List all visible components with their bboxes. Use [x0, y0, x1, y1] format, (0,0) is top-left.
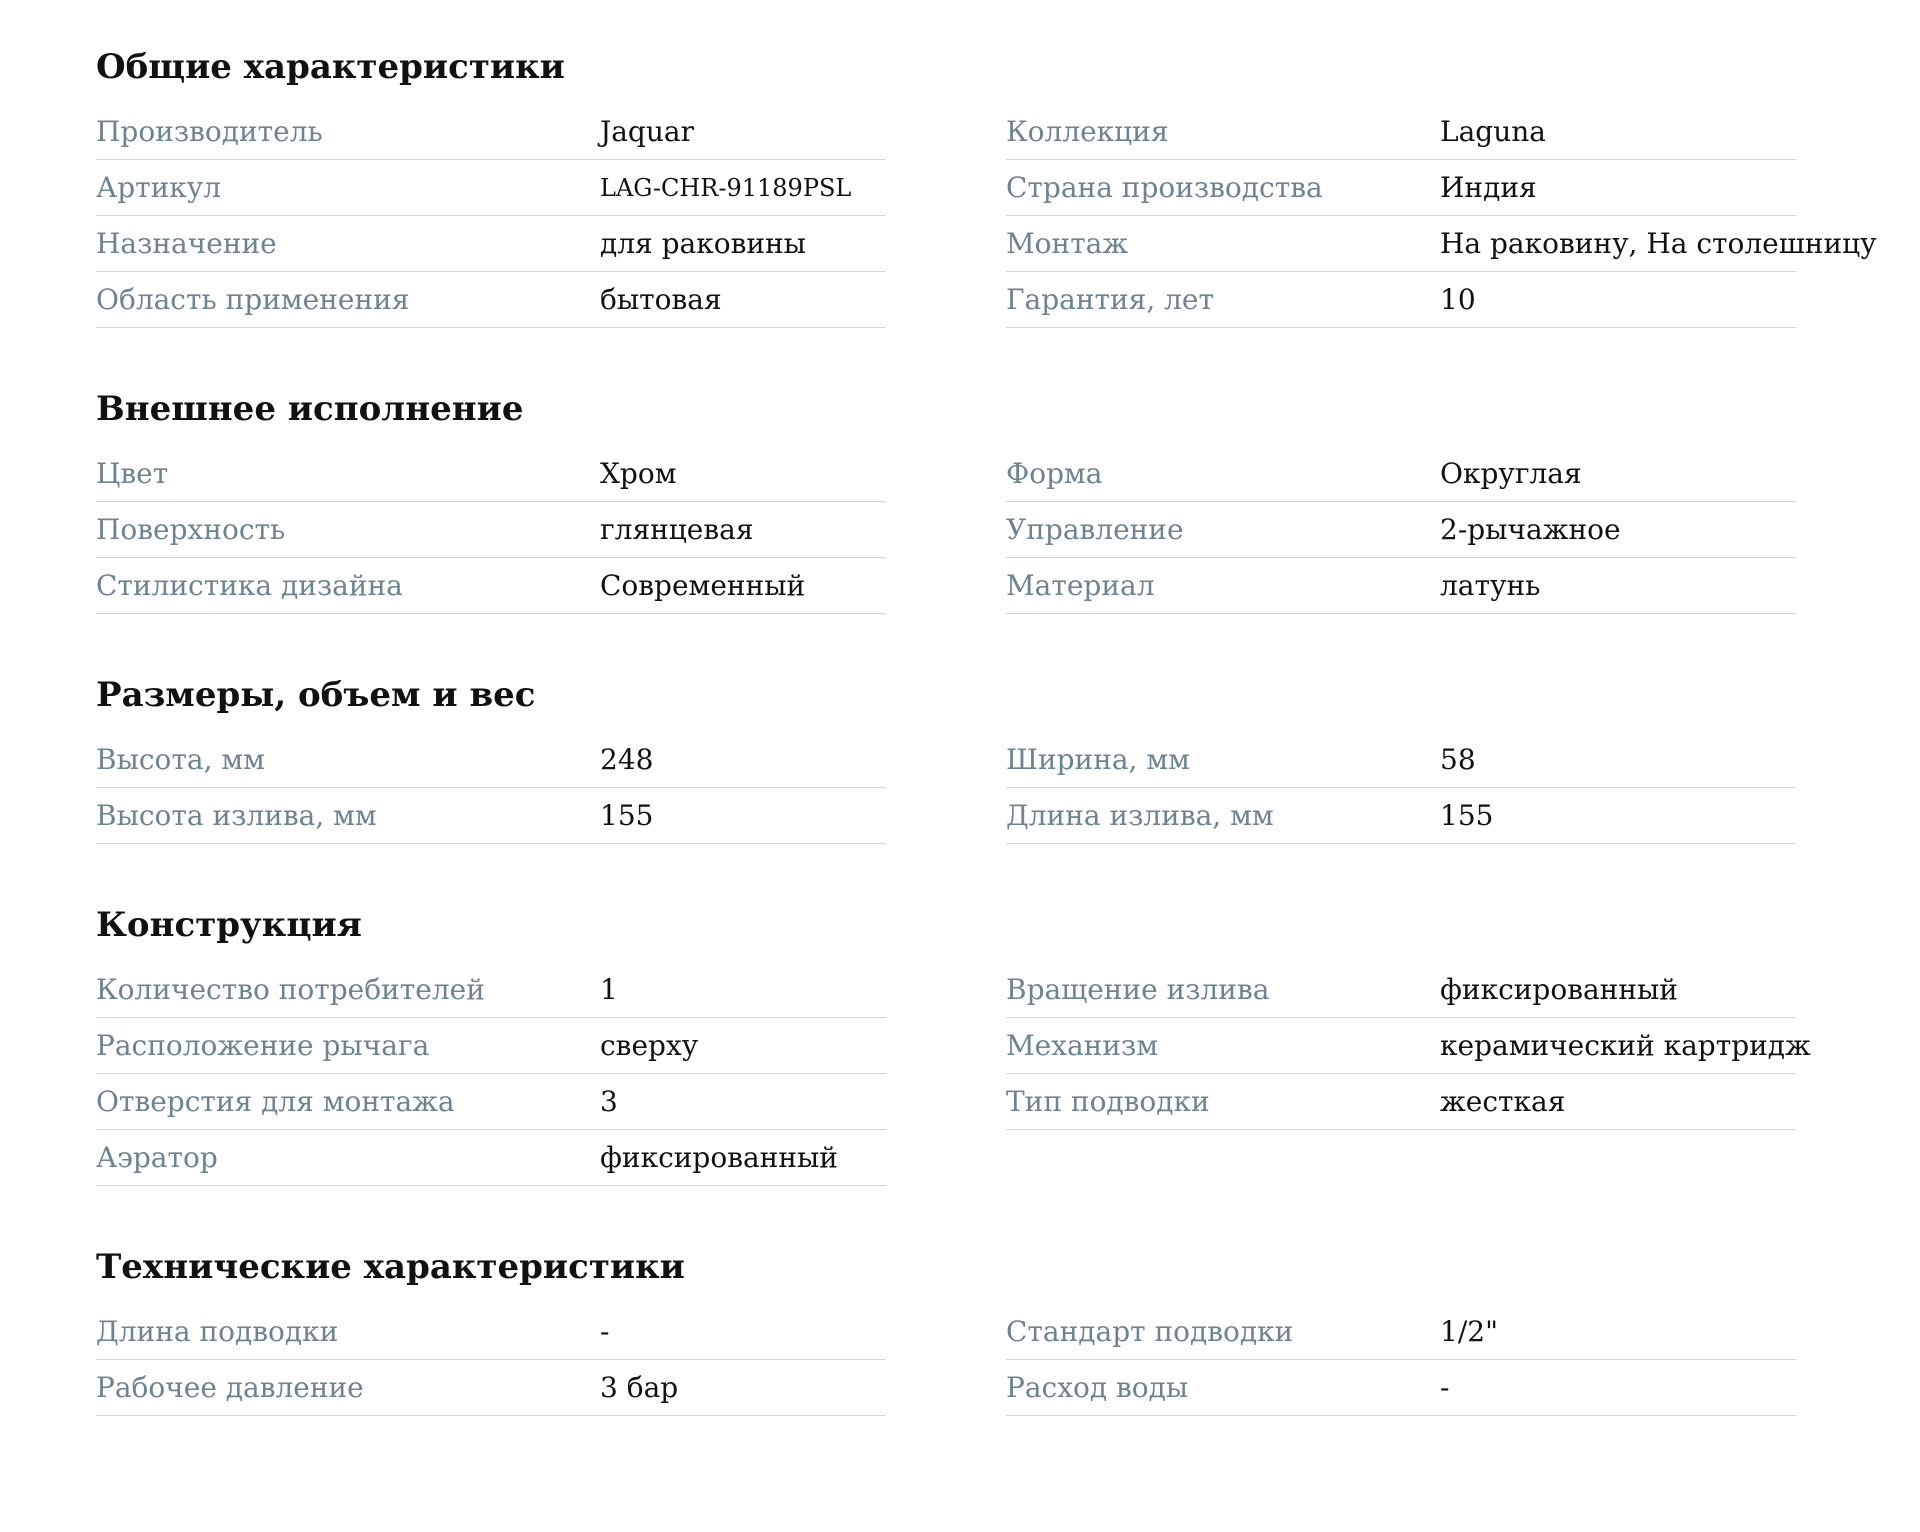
spec-value: 3 бар — [600, 1371, 679, 1404]
spec-row — [96, 216, 886, 272]
spec-label: Форма — [1006, 457, 1103, 490]
spec-label: Коллекция — [1006, 115, 1169, 148]
specifications-page — [96, 30, 1876, 1460]
section-title: Технические характеристики — [96, 1247, 685, 1287]
spec-row — [1006, 1304, 1796, 1360]
spec-value: - — [600, 1315, 610, 1348]
spec-label: Длина подводки — [96, 1315, 339, 1348]
spec-value: фиксированный — [1440, 973, 1678, 1006]
spec-value: 2-рычажное — [1440, 513, 1621, 546]
spec-value: 155 — [600, 799, 654, 832]
spec-row — [1006, 216, 1877, 272]
spec-value: 1 — [600, 973, 618, 1006]
spec-value: глянцевая — [600, 513, 754, 546]
spec-grid — [96, 732, 1876, 844]
spec-value: 3 — [600, 1085, 618, 1118]
spec-label: Страна производства — [1006, 171, 1323, 204]
spec-value: Индия — [1440, 171, 1537, 204]
spec-value: 58 — [1440, 743, 1476, 776]
spec-row — [1006, 788, 1796, 844]
spec-label: Отверстия для монтажа — [96, 1085, 455, 1118]
spec-label: Количество потребителей — [96, 973, 485, 1006]
spec-label: Вращение излива — [1006, 973, 1270, 1006]
spec-row — [96, 446, 886, 502]
spec-label: Расход воды — [1006, 1371, 1189, 1404]
spec-grid — [96, 962, 1876, 1186]
spec-label: Рабочее давление — [96, 1371, 364, 1404]
spec-row — [96, 272, 886, 328]
spec-row — [96, 104, 886, 160]
spec-row — [96, 732, 886, 788]
spec-row — [1006, 962, 1796, 1018]
spec-label: Расположение рычага — [96, 1029, 430, 1062]
spec-value: жесткая — [1440, 1085, 1566, 1118]
spec-section — [96, 888, 1876, 1186]
spec-section — [96, 658, 1876, 844]
spec-row — [96, 1074, 886, 1130]
spec-row — [1006, 1360, 1796, 1416]
spec-label: Цвет — [96, 457, 169, 490]
spec-label: Стандарт подводки — [1006, 1315, 1294, 1348]
spec-value: сверху — [600, 1029, 699, 1062]
spec-row — [1006, 1018, 1811, 1074]
spec-row — [1006, 446, 1796, 502]
section-title: Размеры, объем и вес — [96, 675, 536, 715]
spec-grid — [96, 104, 1876, 328]
spec-row — [1006, 104, 1796, 160]
spec-value: Хром — [600, 457, 677, 490]
spec-value: Округлая — [1440, 457, 1582, 490]
spec-section — [96, 30, 1876, 328]
spec-row — [96, 788, 886, 844]
spec-value: 155 — [1440, 799, 1494, 832]
spec-value: керамический картридж — [1440, 1029, 1811, 1062]
spec-value: LAG-CHR-91189PSL — [600, 173, 852, 202]
spec-label: Область применения — [96, 283, 410, 316]
spec-label: Аэратор — [96, 1141, 218, 1174]
spec-value: Современный — [600, 569, 806, 602]
spec-row — [1006, 502, 1796, 558]
spec-label: Управление — [1006, 513, 1184, 546]
spec-label: Ширина, мм — [1006, 743, 1190, 776]
spec-row — [96, 160, 886, 216]
spec-row — [1006, 160, 1796, 216]
spec-row — [96, 1304, 886, 1360]
spec-label: Гарантия, лет — [1006, 283, 1214, 316]
spec-label: Назначение — [96, 227, 277, 260]
spec-row — [96, 558, 886, 614]
spec-value: - — [1440, 1371, 1450, 1404]
spec-value: Jaquar — [600, 115, 694, 148]
spec-section — [96, 372, 1876, 614]
spec-label: Артикул — [96, 171, 222, 204]
spec-label: Длина излива, мм — [1006, 799, 1274, 832]
empty-spec-cell — [1006, 1130, 1796, 1186]
spec-row — [96, 1130, 886, 1186]
spec-section — [96, 1230, 1876, 1416]
section-title: Общие характеристики — [96, 47, 565, 87]
spec-row — [1006, 272, 1796, 328]
spec-label: Стилистика дизайна — [96, 569, 403, 602]
spec-row — [96, 962, 886, 1018]
spec-row — [1006, 558, 1796, 614]
spec-value: 1/2" — [1440, 1315, 1498, 1348]
spec-value: Laguna — [1440, 115, 1546, 148]
spec-row — [96, 1018, 886, 1074]
spec-row — [1006, 1074, 1796, 1130]
spec-grid — [96, 1304, 1876, 1416]
section-title: Конструкция — [96, 905, 362, 945]
spec-label: Производитель — [96, 115, 323, 148]
spec-row — [96, 1360, 886, 1416]
spec-label: Высота излива, мм — [96, 799, 377, 832]
spec-label: Механизм — [1006, 1029, 1159, 1062]
spec-value: 10 — [1440, 283, 1476, 316]
section-title: Внешнее исполнение — [96, 389, 524, 429]
spec-value: На раковину, На столешницу — [1440, 227, 1877, 260]
spec-value: 248 — [600, 743, 654, 776]
spec-row — [1006, 732, 1796, 788]
spec-value: фиксированный — [600, 1141, 838, 1174]
spec-value: для раковины — [600, 227, 806, 260]
spec-label: Тип подводки — [1006, 1085, 1210, 1118]
spec-value: бытовая — [600, 283, 722, 316]
spec-label: Монтаж — [1006, 227, 1129, 260]
spec-label: Поверхность — [96, 513, 286, 546]
spec-value: латунь — [1440, 569, 1541, 602]
spec-row — [96, 502, 886, 558]
spec-grid — [96, 446, 1876, 614]
spec-label: Высота, мм — [96, 743, 265, 776]
spec-label: Материал — [1006, 569, 1155, 602]
